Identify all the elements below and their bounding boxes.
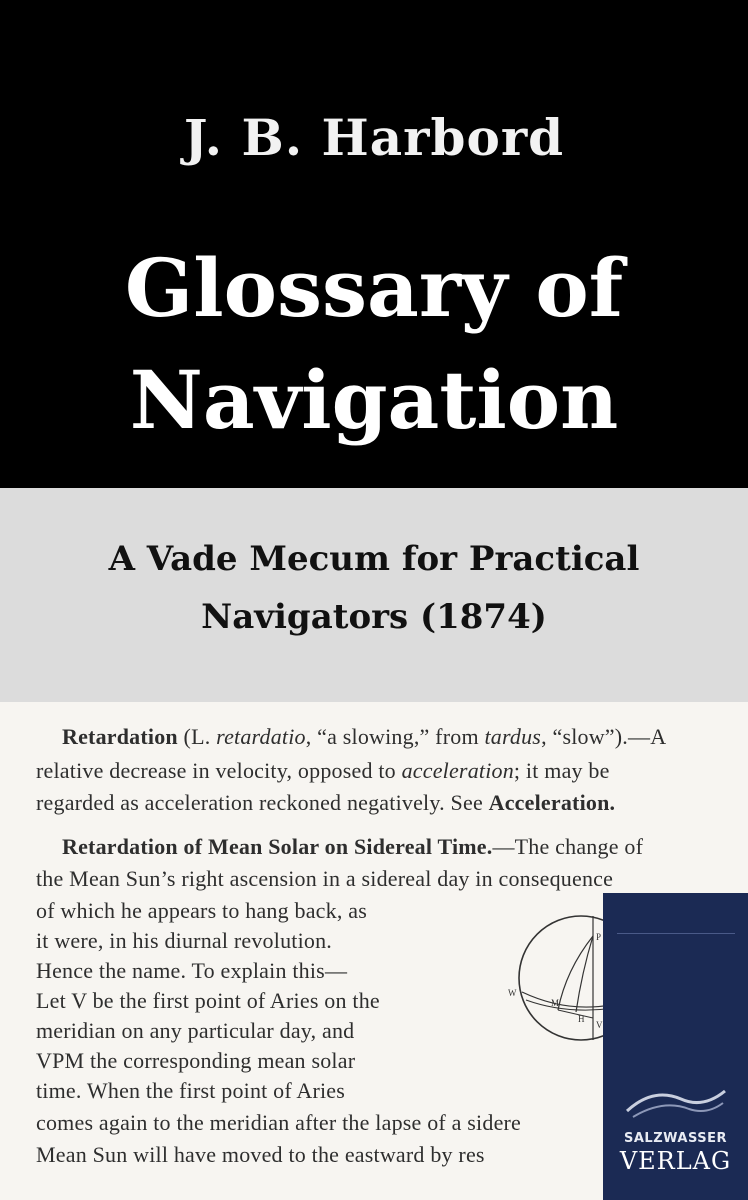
- entry1-text: relative decrease in velocity, opposed to: [36, 758, 402, 783]
- entry1-text: (L.: [177, 724, 217, 749]
- subtitle-band: [0, 488, 748, 702]
- book-subtitle: [0, 530, 748, 646]
- publisher-logo: [603, 893, 748, 1200]
- publisher-line-1: SALZWASSER: [624, 1131, 727, 1146]
- entry2-line-3: of which he appears to hang back, as: [36, 898, 367, 923]
- wave-icon: [623, 1081, 729, 1121]
- author-name: J. B. Harbord: [183, 108, 565, 167]
- entry1-line-3: [36, 790, 615, 816]
- label-h: H: [578, 1014, 585, 1024]
- entry2-line-10: comes again to the meridian after the lapse of a sidere: [36, 1110, 522, 1135]
- entry1-latin: retardatio: [216, 724, 306, 749]
- entry2-line-7: meridian on any particular day, and: [36, 1018, 355, 1043]
- entry1-text: regarded as acceleration reckoned negatively. See: [36, 790, 489, 815]
- entry2-line-5: Hence the name. To explain this—: [36, 958, 348, 983]
- entry1-text: ; it may be: [513, 758, 610, 783]
- hour-circle: [558, 936, 593, 1010]
- title-line-2: Navigation: [129, 353, 619, 447]
- label-w: W: [508, 988, 517, 998]
- title-line-1: Glossary of: [124, 241, 624, 335]
- entry2-line-4: it were, in his diurnal revolution.: [36, 928, 332, 953]
- book-title: [0, 232, 748, 456]
- entry2-line-1: [62, 834, 643, 860]
- entry1-text: , “slow”).—A: [541, 724, 667, 749]
- label-v: V: [596, 1020, 603, 1030]
- subtitle-line-1: A Vade Mecum for Practical: [108, 539, 640, 579]
- entry1-line-1: [62, 724, 666, 750]
- entry1-text: , “a slowing,” from: [305, 724, 485, 749]
- entry2-line-8: VPM the corresponding mean solar: [36, 1048, 356, 1073]
- label-m: M: [551, 998, 560, 1008]
- entry2-term: Retardation of Mean Solar on Sidereal Time.: [62, 834, 493, 859]
- entry2-line-9: time. When the first point of Aries: [36, 1078, 346, 1103]
- label-p: P: [596, 932, 602, 942]
- entry1-latin: tardus: [484, 724, 542, 749]
- subtitle-line-2: Navigators (1874): [201, 597, 547, 637]
- entry1-line-2: [36, 758, 610, 784]
- publisher-line-2: VERLAG: [619, 1147, 732, 1175]
- arc-segment: [558, 1010, 593, 1018]
- logo-rule: [617, 933, 735, 934]
- entry2-text: —The change of: [492, 834, 644, 859]
- entry1-italic: acceleration: [401, 758, 514, 783]
- entry1-term: Retardation: [62, 724, 178, 749]
- entry2-line-6: Let V be the first point of Aries on the: [36, 988, 380, 1013]
- entry2-line-2: the Mean Sun’s right ascension in a sidereal day in consequence: [36, 866, 614, 891]
- cover-top-panel: [0, 0, 748, 488]
- entry2-line-11: Mean Sun will have moved to the eastward by res: [36, 1142, 485, 1167]
- entry1-crossref: Acceleration.: [488, 790, 616, 815]
